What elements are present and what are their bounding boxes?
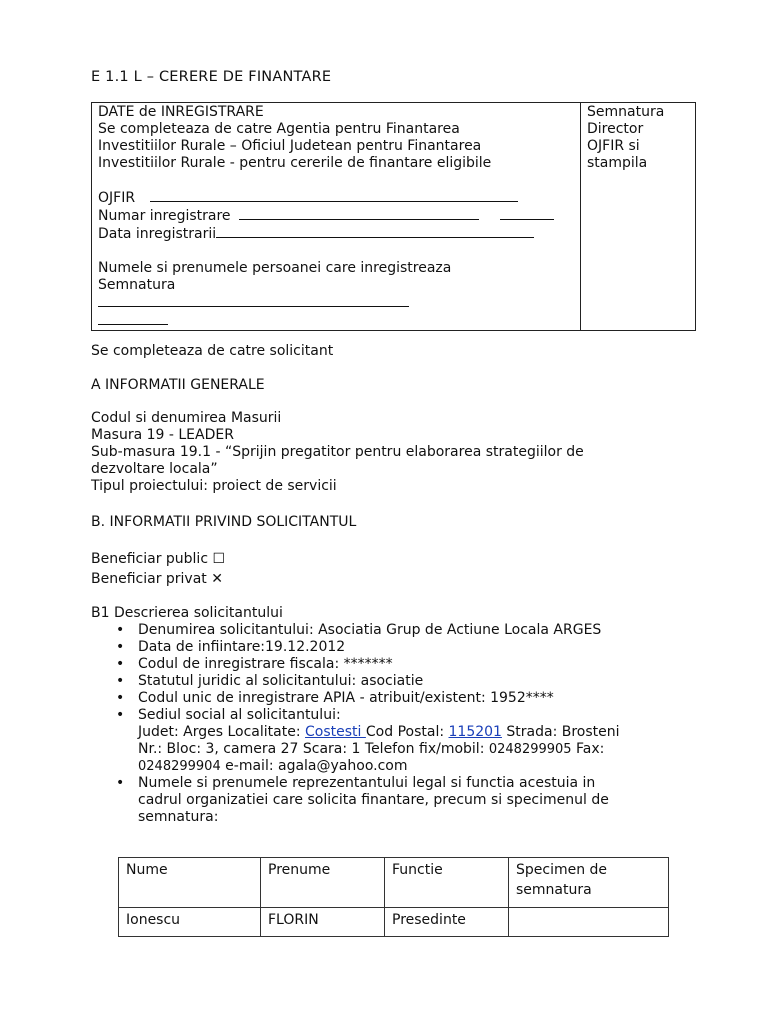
- director-line: stampila: [587, 155, 648, 171]
- public-checkbox[interactable]: ☐: [212, 551, 226, 567]
- beneficiar-privat-label: Beneficiar privat: [91, 571, 207, 587]
- section-a-body: [91, 410, 584, 495]
- ojfir-row: [98, 189, 574, 207]
- list-item: [91, 656, 691, 673]
- fax-number: 0248299904: [138, 759, 221, 774]
- sediu-line-2: [138, 741, 691, 758]
- bullet-icon: •: [116, 775, 125, 791]
- table-cell: Presedinte: [385, 908, 509, 937]
- numar-field-2[interactable]: [500, 207, 554, 220]
- sediu-text: Nr.: Bloc: 3, camera 27 Scara: 1 Telefon fix/mobil:: [138, 741, 489, 757]
- b1-item-text: Codul de inregistrare fiscala: *******: [138, 656, 393, 672]
- table-header-row: [119, 858, 669, 908]
- list-item: [91, 690, 691, 707]
- numar-label: Numar inregistrare: [98, 208, 231, 224]
- completed-by-note: Se completeaza de catre solicitant: [91, 343, 334, 359]
- beneficiar-public-row: [91, 549, 225, 569]
- sediu-text: Judet: Arges Localitate:: [138, 724, 306, 740]
- column-header: Functie: [385, 858, 509, 908]
- list-item: [91, 673, 691, 690]
- registration-desc-line: Investitiilor Rurale - pentru cererile de finantare eligibile: [98, 155, 492, 171]
- localitate-link[interactable]: Costesti: [305, 724, 366, 740]
- list-item: [91, 639, 691, 656]
- section-a-line: Masura 19 - LEADER: [91, 427, 234, 443]
- section-a-line: dezvoltare locala”: [91, 461, 218, 477]
- table-cell: Ionescu: [119, 908, 261, 937]
- registration-desc-line: Investitiilor Rurale – Oficiul Judetean pentru Finantarea: [98, 138, 482, 154]
- b1-item-text: Codul unic de inregistrare APIA - atribuit/existent: 1952****: [138, 690, 554, 706]
- person-name-field[interactable]: [98, 294, 409, 307]
- page-title: E 1.1 L – CERERE DE FINANTARE: [91, 69, 332, 85]
- registration-table: [91, 102, 696, 331]
- rep-line: Numele si prenumele reprezentantului legal si functia acestuia in: [138, 775, 596, 791]
- bullet-icon: •: [116, 673, 125, 689]
- sediu-text: Cod Postal:: [365, 724, 449, 740]
- rep-line: semnatura:: [138, 809, 219, 825]
- section-a-line: Sub-masura 19.1 - “Sprijin pregatitor pentru elaborarea strategiilor de: [91, 444, 584, 460]
- ojfir-label: OJFIR: [98, 190, 136, 206]
- b1-section: [91, 605, 691, 826]
- b1-item-text: Data de infiintare:19.12.2012: [138, 639, 346, 655]
- column-header: Nume: [119, 858, 261, 908]
- sediu-line-3: [138, 758, 691, 775]
- signature-row-2: [98, 312, 574, 330]
- numar-row: [98, 207, 574, 225]
- representative-table: [118, 857, 669, 937]
- registration-cell: [92, 103, 581, 331]
- b1-heading: B1 Descrierea solicitantului: [91, 605, 283, 621]
- list-item-sediu: [91, 707, 691, 775]
- beneficiar-privat-row: [91, 569, 225, 589]
- column-header: Specimen de semnatura: [509, 858, 669, 908]
- data-field[interactable]: [216, 225, 534, 238]
- b1-item-text: Denumirea solicitantului: Asociatia Grup de Actiune Locala ARGES: [138, 622, 602, 638]
- column-header: Prenume: [261, 858, 385, 908]
- section-a-line: Tipul proiectului: proiect de servicii: [91, 478, 337, 494]
- section-a-heading: A INFORMATII GENERALE: [91, 377, 265, 393]
- bullet-icon: •: [116, 690, 125, 706]
- sediu-label: Sediul social al solicitantului:: [138, 707, 341, 723]
- b1-list: [91, 622, 691, 826]
- person-label: Numele si prenumele persoanei care inregistreaza: [98, 260, 452, 276]
- postal-code-link[interactable]: 115201: [448, 724, 502, 740]
- director-line: Semnatura: [587, 104, 665, 120]
- bullet-icon: •: [116, 639, 125, 655]
- phone-number: 0248299905: [488, 742, 572, 757]
- list-item: [91, 622, 691, 639]
- table-cell: FLORIN: [261, 908, 385, 937]
- section-b-heading: B. INFORMATII PRIVIND SOLICITANTUL: [91, 514, 357, 530]
- signature-field[interactable]: [98, 312, 168, 325]
- section-a-line: Codul si denumirea Masurii: [91, 410, 282, 426]
- director-line: OJFIR si: [587, 138, 640, 154]
- bullet-icon: •: [116, 656, 125, 672]
- private-checkbox[interactable]: ✕: [211, 571, 223, 587]
- table-row: [119, 908, 669, 937]
- sediu-text: Strada: Brosteni: [501, 724, 620, 740]
- signature-label: Semnatura: [98, 277, 176, 293]
- director-signature-cell: [581, 103, 696, 331]
- data-row: [98, 225, 574, 243]
- sediu-line-1: [138, 724, 691, 741]
- rep-line: cadrul organizatiei care solicita finantare, precum si specimenul de: [138, 792, 609, 808]
- b1-item-text: Statutul juridic al solicitantului: asociatie: [138, 673, 424, 689]
- numar-field[interactable]: [239, 207, 479, 220]
- beneficiary-options: [91, 549, 225, 589]
- bullet-icon: •: [116, 622, 125, 638]
- registration-desc-line: Se completeaza de catre Agentia pentru Finantarea: [98, 121, 460, 137]
- bullet-icon: •: [116, 707, 125, 723]
- sediu-text: e-mail: agala@yahoo.com: [220, 758, 408, 774]
- ojfir-field[interactable]: [150, 189, 518, 202]
- data-label: Data inregistrarii: [98, 226, 217, 242]
- signature-specimen-cell[interactable]: [509, 908, 669, 937]
- beneficiar-public-label: Beneficiar public: [91, 551, 209, 567]
- director-line: Director: [587, 121, 644, 137]
- registration-heading: DATE de INREGISTRARE: [98, 104, 264, 120]
- sediu-text: Fax:: [571, 741, 605, 757]
- list-item-representative: [91, 775, 691, 826]
- signature-row: [98, 294, 574, 312]
